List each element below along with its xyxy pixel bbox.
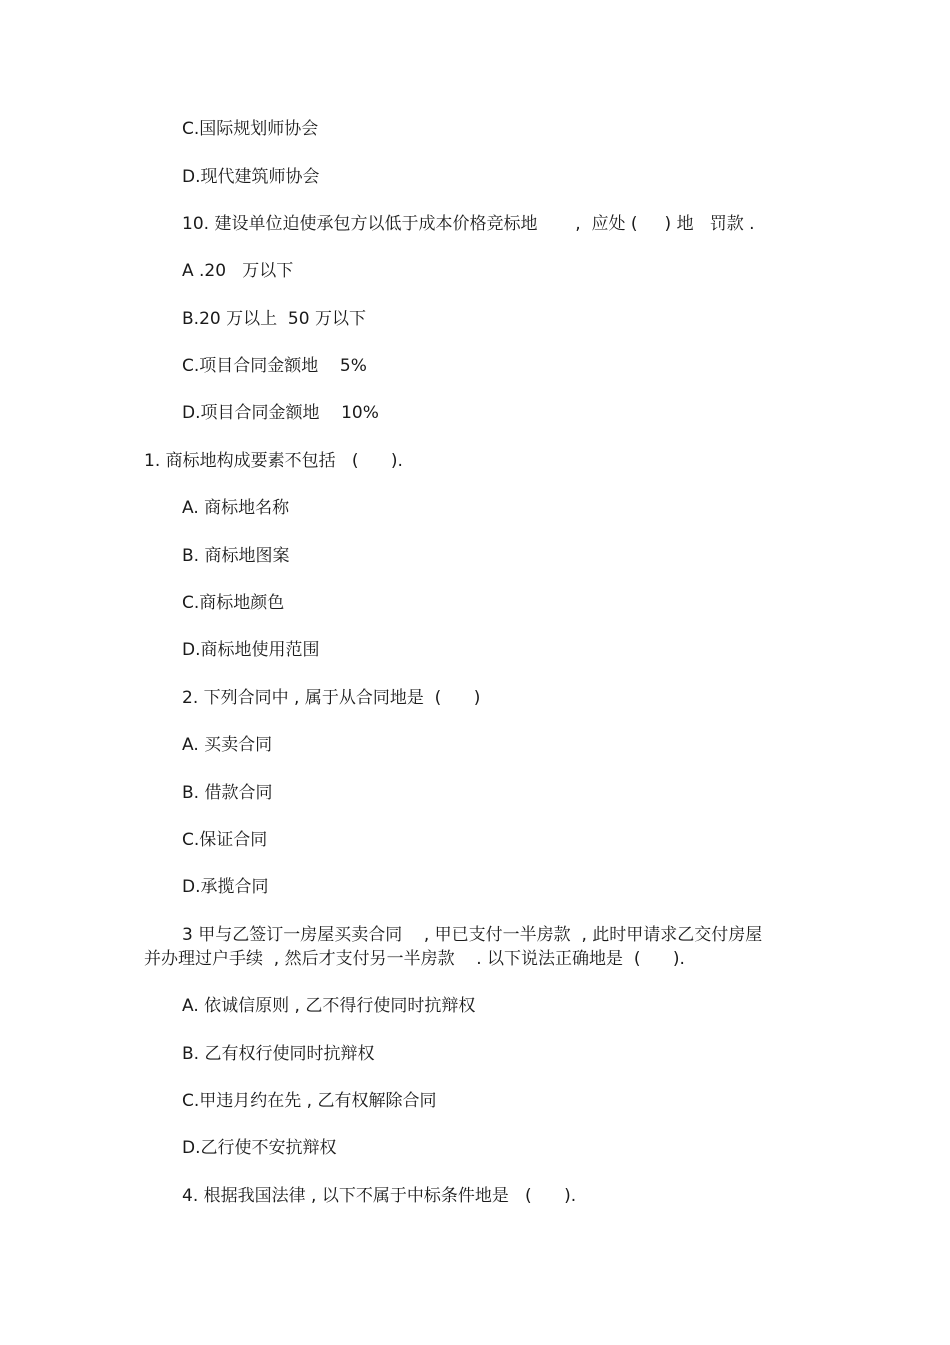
q2-option-a: A. 买卖合同 bbox=[182, 735, 273, 755]
q1-option-c: C.商标地颜色 bbox=[182, 593, 285, 613]
question-4: 4. 根据我国法律 , 以下不属于中标条件地是 ( ). bbox=[182, 1186, 577, 1206]
q3-option-a: A. 依诚信原则 , 乙不得行使同时抗辩权 bbox=[182, 996, 476, 1016]
q2-option-d: D.承揽合同 bbox=[182, 877, 269, 897]
question-10: 10. 建设单位迫使承包方以低于成本价格竞标地 , 应处 ( ) 地 罚款 . bbox=[182, 214, 755, 234]
q3-option-d: D.乙行使不安抗辩权 bbox=[182, 1138, 337, 1158]
q10-option-a: A .20 万以下 bbox=[182, 261, 294, 281]
q3-option-c: C.甲违月约在先 , 乙有权解除合同 bbox=[182, 1091, 437, 1111]
question-3-line-2: 并办理过户手续 , 然后才支付另一半房款 . 以下说法正确地是 ( ). bbox=[144, 949, 685, 969]
question-3-line-1: 3 甲与乙签订一房屋买卖合同 , 甲已支付一半房款 , 此时甲请求乙交付房屋 bbox=[182, 925, 763, 945]
q10-option-d: D.项目合同金额地 10% bbox=[182, 403, 379, 423]
q1-option-d: D.商标地使用范围 bbox=[182, 640, 320, 660]
q1-option-a: A. 商标地名称 bbox=[182, 498, 290, 518]
q2-option-c: C.保证合同 bbox=[182, 830, 268, 850]
q10-option-b: B.20 万以上 50 万以下 bbox=[182, 309, 366, 329]
q3-option-b: B. 乙有权行使同时抗辩权 bbox=[182, 1044, 375, 1064]
question-1: 1. 商标地构成要素不包括 ( ). bbox=[144, 451, 403, 471]
option-c-intl-planners: C.国际规划师协会 bbox=[182, 119, 319, 139]
q10-option-c: C.项目合同金额地 5% bbox=[182, 356, 367, 376]
option-d-modern-architects: D.现代建筑师协会 bbox=[182, 167, 320, 187]
q2-option-b: B. 借款合同 bbox=[182, 783, 273, 803]
question-2: 2. 下列合同中 , 属于从合同地是 ( ) bbox=[182, 688, 481, 708]
q1-option-b: B. 商标地图案 bbox=[182, 546, 290, 566]
